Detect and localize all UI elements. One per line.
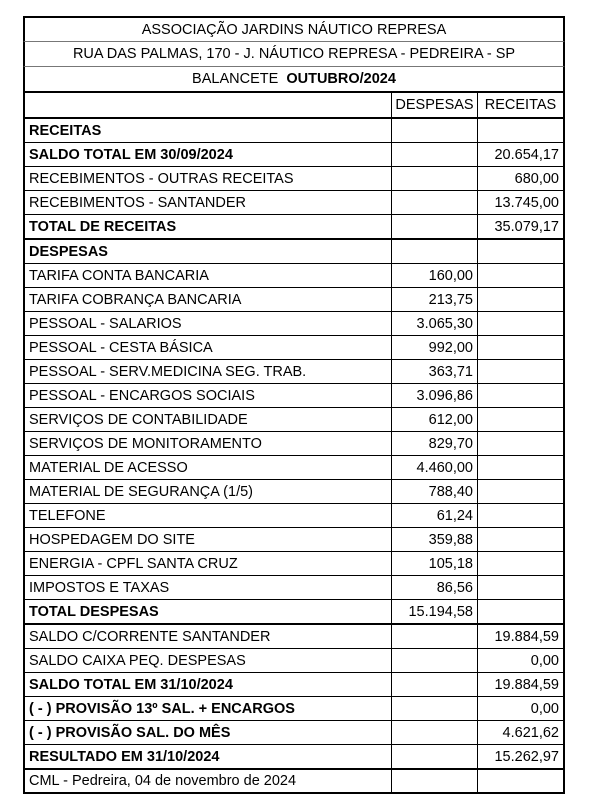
row-despesa: 612,00 [392, 408, 478, 432]
table-row [24, 384, 564, 408]
association-name: ASSOCIAÇÃO JARDINS NÁUTICO REPRESA [23, 16, 565, 41]
table-row [24, 624, 564, 649]
row-label: RECEBIMENTOS - SANTANDER [24, 191, 392, 215]
table-row [24, 288, 564, 312]
row-receita [478, 408, 565, 432]
column-header-label [25, 93, 392, 117]
row-label: SERVIÇOS DE MONITORAMENTO [24, 432, 392, 456]
report-title-prefix: BALANCETE [192, 71, 279, 87]
footer-location-date: CML - Pedreira, 04 de novembro de 2024 [24, 769, 392, 793]
table-row [24, 118, 564, 143]
row-receita [478, 480, 565, 504]
row-receita: 15.262,97 [478, 745, 565, 770]
row-despesa: 4.460,00 [392, 456, 478, 480]
table-row [24, 456, 564, 480]
balance-table [23, 117, 565, 794]
table-row [24, 312, 564, 336]
row-label: ( - ) PROVISÃO 13º SAL. + ENCARGOS [24, 697, 392, 721]
balance-sheet [23, 16, 565, 794]
row-despesa [392, 697, 478, 721]
row-despesa [392, 167, 478, 191]
table-row [24, 649, 564, 673]
row-despesa: 3.096,86 [392, 384, 478, 408]
row-label: RECEITAS [24, 118, 392, 143]
row-label: TARIFA COBRANÇA BANCARIA [24, 288, 392, 312]
row-despesa: 3.065,30 [392, 312, 478, 336]
table-row [24, 528, 564, 552]
row-receita [478, 456, 565, 480]
row-receita: 19.884,59 [478, 624, 565, 649]
row-receita: 680,00 [478, 167, 565, 191]
table-row [24, 480, 564, 504]
row-receita [478, 360, 565, 384]
table-row [24, 143, 564, 167]
row-despesa [392, 239, 478, 264]
table-row [24, 576, 564, 600]
row-despesa: 160,00 [392, 264, 478, 288]
row-receita [478, 336, 565, 360]
row-despesa: 992,00 [392, 336, 478, 360]
row-receita: 0,00 [478, 649, 565, 673]
row-despesa [392, 215, 478, 240]
row-receita [478, 552, 565, 576]
table-row [24, 745, 564, 770]
row-label: ENERGIA - CPFL SANTA CRUZ [24, 552, 392, 576]
row-label: TOTAL DESPESAS [24, 600, 392, 625]
report-period: OUTUBRO/2024 [286, 71, 396, 87]
row-despesa: 788,40 [392, 480, 478, 504]
row-despesa: 15.194,58 [392, 600, 478, 625]
row-label: PESSOAL - ENCARGOS SOCIAIS [24, 384, 392, 408]
row-receita [478, 576, 565, 600]
row-label: PESSOAL - SALARIOS [24, 312, 392, 336]
row-label: HOSPEDAGEM DO SITE [24, 528, 392, 552]
row-label: SALDO TOTAL EM 31/10/2024 [24, 673, 392, 697]
row-despesa: 61,24 [392, 504, 478, 528]
table-row [24, 721, 564, 745]
row-label: ( - ) PROVISÃO SAL. DO MÊS [24, 721, 392, 745]
row-despesa [392, 721, 478, 745]
table-row [24, 360, 564, 384]
row-label: PESSOAL - SERV.MEDICINA SEG. TRAB. [24, 360, 392, 384]
row-label: IMPOSTOS E TAXAS [24, 576, 392, 600]
row-label: RESULTADO EM 31/10/2024 [24, 745, 392, 770]
row-receita: 4.621,62 [478, 721, 565, 745]
row-label: PESSOAL - CESTA BÁSICA [24, 336, 392, 360]
row-receita [478, 600, 565, 625]
row-label: TOTAL DE RECEITAS [24, 215, 392, 240]
row-label: SALDO CAIXA PEQ. DESPESAS [24, 649, 392, 673]
report-title [23, 66, 565, 91]
row-label: TELEFONE [24, 504, 392, 528]
row-label: TARIFA CONTA BANCARIA [24, 264, 392, 288]
row-receita [478, 239, 565, 264]
row-receita [478, 118, 565, 143]
table-row [24, 264, 564, 288]
association-address: RUA DAS PALMAS, 170 - J. NÁUTICO REPRESA - PEDREIRA - SP [23, 41, 565, 66]
row-receita [478, 288, 565, 312]
row-despesa: 86,56 [392, 576, 478, 600]
row-despesa [392, 118, 478, 143]
row-receita [478, 504, 565, 528]
row-receita [478, 264, 565, 288]
row-despesa [392, 649, 478, 673]
table-row [24, 600, 564, 625]
table-row [24, 336, 564, 360]
column-header-receitas: RECEITAS [484, 97, 557, 113]
row-label: RECEBIMENTOS - OUTRAS RECEITAS [24, 167, 392, 191]
row-despesa [392, 191, 478, 215]
row-despesa [392, 624, 478, 649]
table-row [24, 408, 564, 432]
row-receita [478, 432, 565, 456]
row-label: SALDO C/CORRENTE SANTANDER [24, 624, 392, 649]
row-label: MATERIAL DE SEGURANÇA (1/5) [24, 480, 392, 504]
table-row [24, 432, 564, 456]
row-receita: 19.884,59 [478, 673, 565, 697]
table-row [24, 191, 564, 215]
row-receita [478, 528, 565, 552]
table-row [24, 673, 564, 697]
column-header-despesas: DESPESAS [392, 93, 478, 117]
footer-empty-despesa [392, 769, 478, 793]
table-row [24, 552, 564, 576]
row-despesa [392, 673, 478, 697]
table-row [24, 697, 564, 721]
footer-row [24, 769, 564, 793]
row-label: DESPESAS [24, 239, 392, 264]
row-despesa: 363,71 [392, 360, 478, 384]
row-despesa: 829,70 [392, 432, 478, 456]
table-row [24, 167, 564, 191]
row-receita: 13.745,00 [478, 191, 565, 215]
row-despesa [392, 143, 478, 167]
row-despesa: 213,75 [392, 288, 478, 312]
row-receita: 0,00 [478, 697, 565, 721]
row-despesa: 105,18 [392, 552, 478, 576]
table-row [24, 215, 564, 240]
footer-empty-receita [478, 769, 565, 793]
row-label: MATERIAL DE ACESSO [24, 456, 392, 480]
row-receita: 20.654,17 [478, 143, 565, 167]
row-receita [478, 312, 565, 336]
row-receita [478, 384, 565, 408]
row-despesa [392, 745, 478, 770]
table-row [24, 504, 564, 528]
table-row [24, 239, 564, 264]
row-label: SERVIÇOS DE CONTABILIDADE [24, 408, 392, 432]
row-despesa: 359,88 [392, 528, 478, 552]
row-label: SALDO TOTAL EM 30/09/2024 [24, 143, 392, 167]
row-receita: 35.079,17 [478, 215, 565, 240]
column-headers [23, 91, 565, 117]
